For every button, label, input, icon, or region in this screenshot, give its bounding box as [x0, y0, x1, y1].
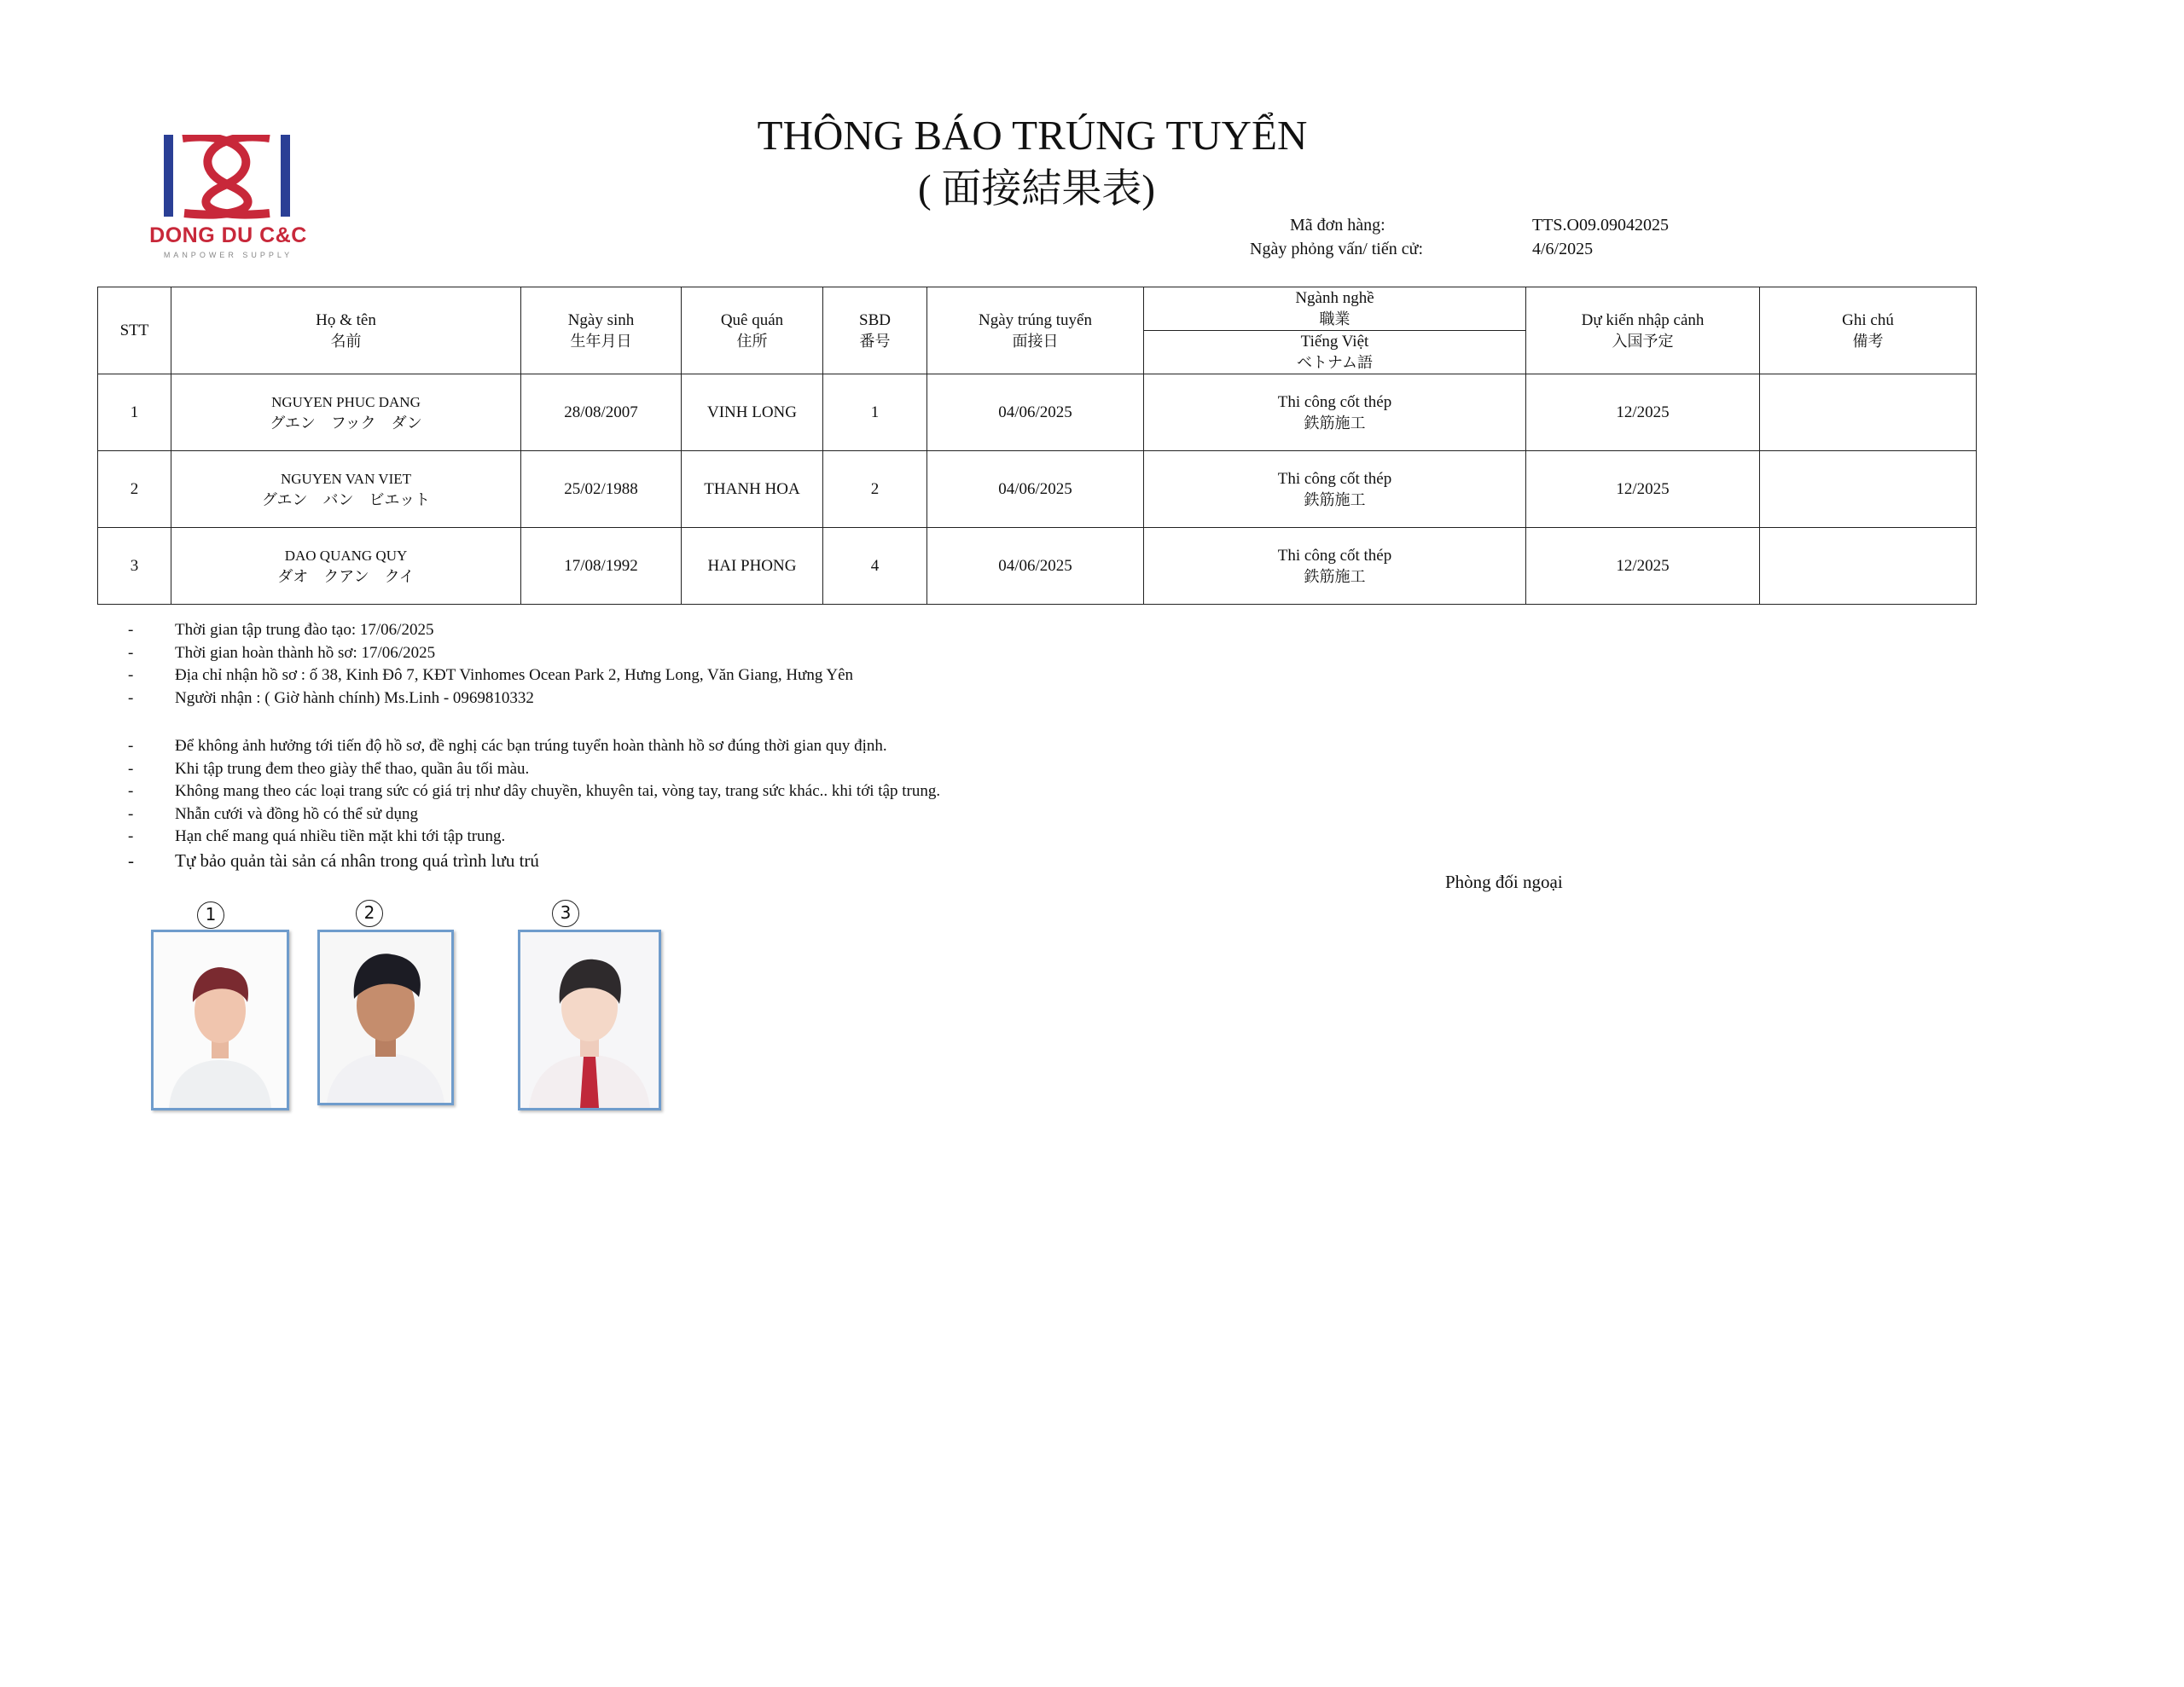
department-signature: Phòng đối ngoại: [1445, 872, 1563, 892]
logo-tagline: MANPOWER SUPPLY: [163, 251, 293, 259]
header-sbd: SBD 番号: [823, 287, 927, 374]
logo-mark-icon: [164, 135, 292, 220]
cell-pass-date: 04/06/2025: [927, 451, 1144, 528]
header-pass-date: Ngày trúng tuyển 面接日: [927, 287, 1144, 374]
cell-name: NGUYEN VAN VIET グエン バン ビエット: [171, 451, 521, 528]
cell-note: [1760, 528, 1977, 605]
portrait-icon: [520, 932, 659, 1108]
cell-hometown: HAI PHONG: [682, 528, 823, 605]
table-row: [98, 528, 1977, 605]
cell-job: Thi công cốt thép 鉄筋施工: [1144, 374, 1526, 451]
header-language: Tiếng Việt ベトナム語: [1144, 331, 1526, 374]
header-dob: Ngày sinh 生年月日: [521, 287, 682, 374]
page-subtitle: ( 面接結果表): [917, 167, 1156, 212]
header-note: Ghi chú 備考: [1760, 287, 1977, 374]
cell-stt: 2: [98, 451, 171, 528]
cell-dob: 25/02/1988: [521, 451, 682, 528]
header-job: Ngành nghề 職業: [1144, 287, 1526, 331]
interview-date-label: Ngày phỏng vấn/ tiến cử:: [1250, 240, 1424, 258]
cell-pass-date: 04/06/2025: [927, 374, 1144, 451]
cell-job: Thi công cốt thép 鉄筋施工: [1144, 451, 1526, 528]
cell-dob: 28/08/2007: [521, 374, 682, 451]
cell-note: [1760, 451, 1977, 528]
header-stt: STT: [98, 287, 171, 374]
cell-hometown: THANH HOA: [682, 451, 823, 528]
photo-number-badge: 1: [197, 901, 224, 929]
candidate-photo: [317, 930, 454, 1105]
photo-number-badge: 3: [552, 900, 579, 927]
candidate-photo: [151, 930, 289, 1110]
portrait-icon: [154, 932, 287, 1108]
cell-sbd: 2: [823, 451, 927, 528]
table-row: [98, 374, 1977, 451]
header-entry: Dự kiến nhập cảnh 入国予定: [1526, 287, 1760, 374]
company-logo: [128, 119, 328, 264]
cell-name: NGUYEN PHUC DANG グエン フック ダン: [171, 374, 521, 451]
cell-job: Thi công cốt thép 鉄筋施工: [1144, 528, 1526, 605]
cell-sbd: 1: [823, 374, 927, 451]
cell-dob: 17/08/1992: [521, 528, 682, 605]
cell-sbd: 4: [823, 528, 927, 605]
portrait-icon: [320, 932, 451, 1103]
header-hometown: Quê quán 住所: [682, 287, 823, 374]
cell-hometown: VINH LONG: [682, 374, 823, 451]
logo-name: DONG DU C&C: [149, 223, 307, 247]
order-code-value: TTS.O09.09042025: [1532, 216, 1669, 235]
cell-note: [1760, 374, 1977, 451]
cell-name: DAO QUANG QUY ダオ クアン クイ: [171, 528, 521, 605]
cell-stt: 1: [98, 374, 171, 451]
cell-entry: 12/2025: [1526, 374, 1760, 451]
header-name: Họ & tên 名前: [171, 287, 521, 374]
cell-stt: 3: [98, 528, 171, 605]
cell-entry: 12/2025: [1526, 528, 1760, 605]
interview-date-value: 4/6/2025: [1532, 240, 1594, 258]
cell-pass-date: 04/06/2025: [927, 528, 1144, 605]
page-title: THÔNG BÁO TRÚNG TUYỂN: [757, 112, 1308, 159]
table-header-row: [98, 287, 1977, 331]
photo-number-badge: 2: [356, 900, 383, 927]
order-code-label: Mã đơn hàng:: [1290, 216, 1385, 235]
cell-entry: 12/2025: [1526, 451, 1760, 528]
table-row: [98, 451, 1977, 528]
candidate-photo: [518, 930, 661, 1110]
result-table: [97, 287, 1977, 605]
